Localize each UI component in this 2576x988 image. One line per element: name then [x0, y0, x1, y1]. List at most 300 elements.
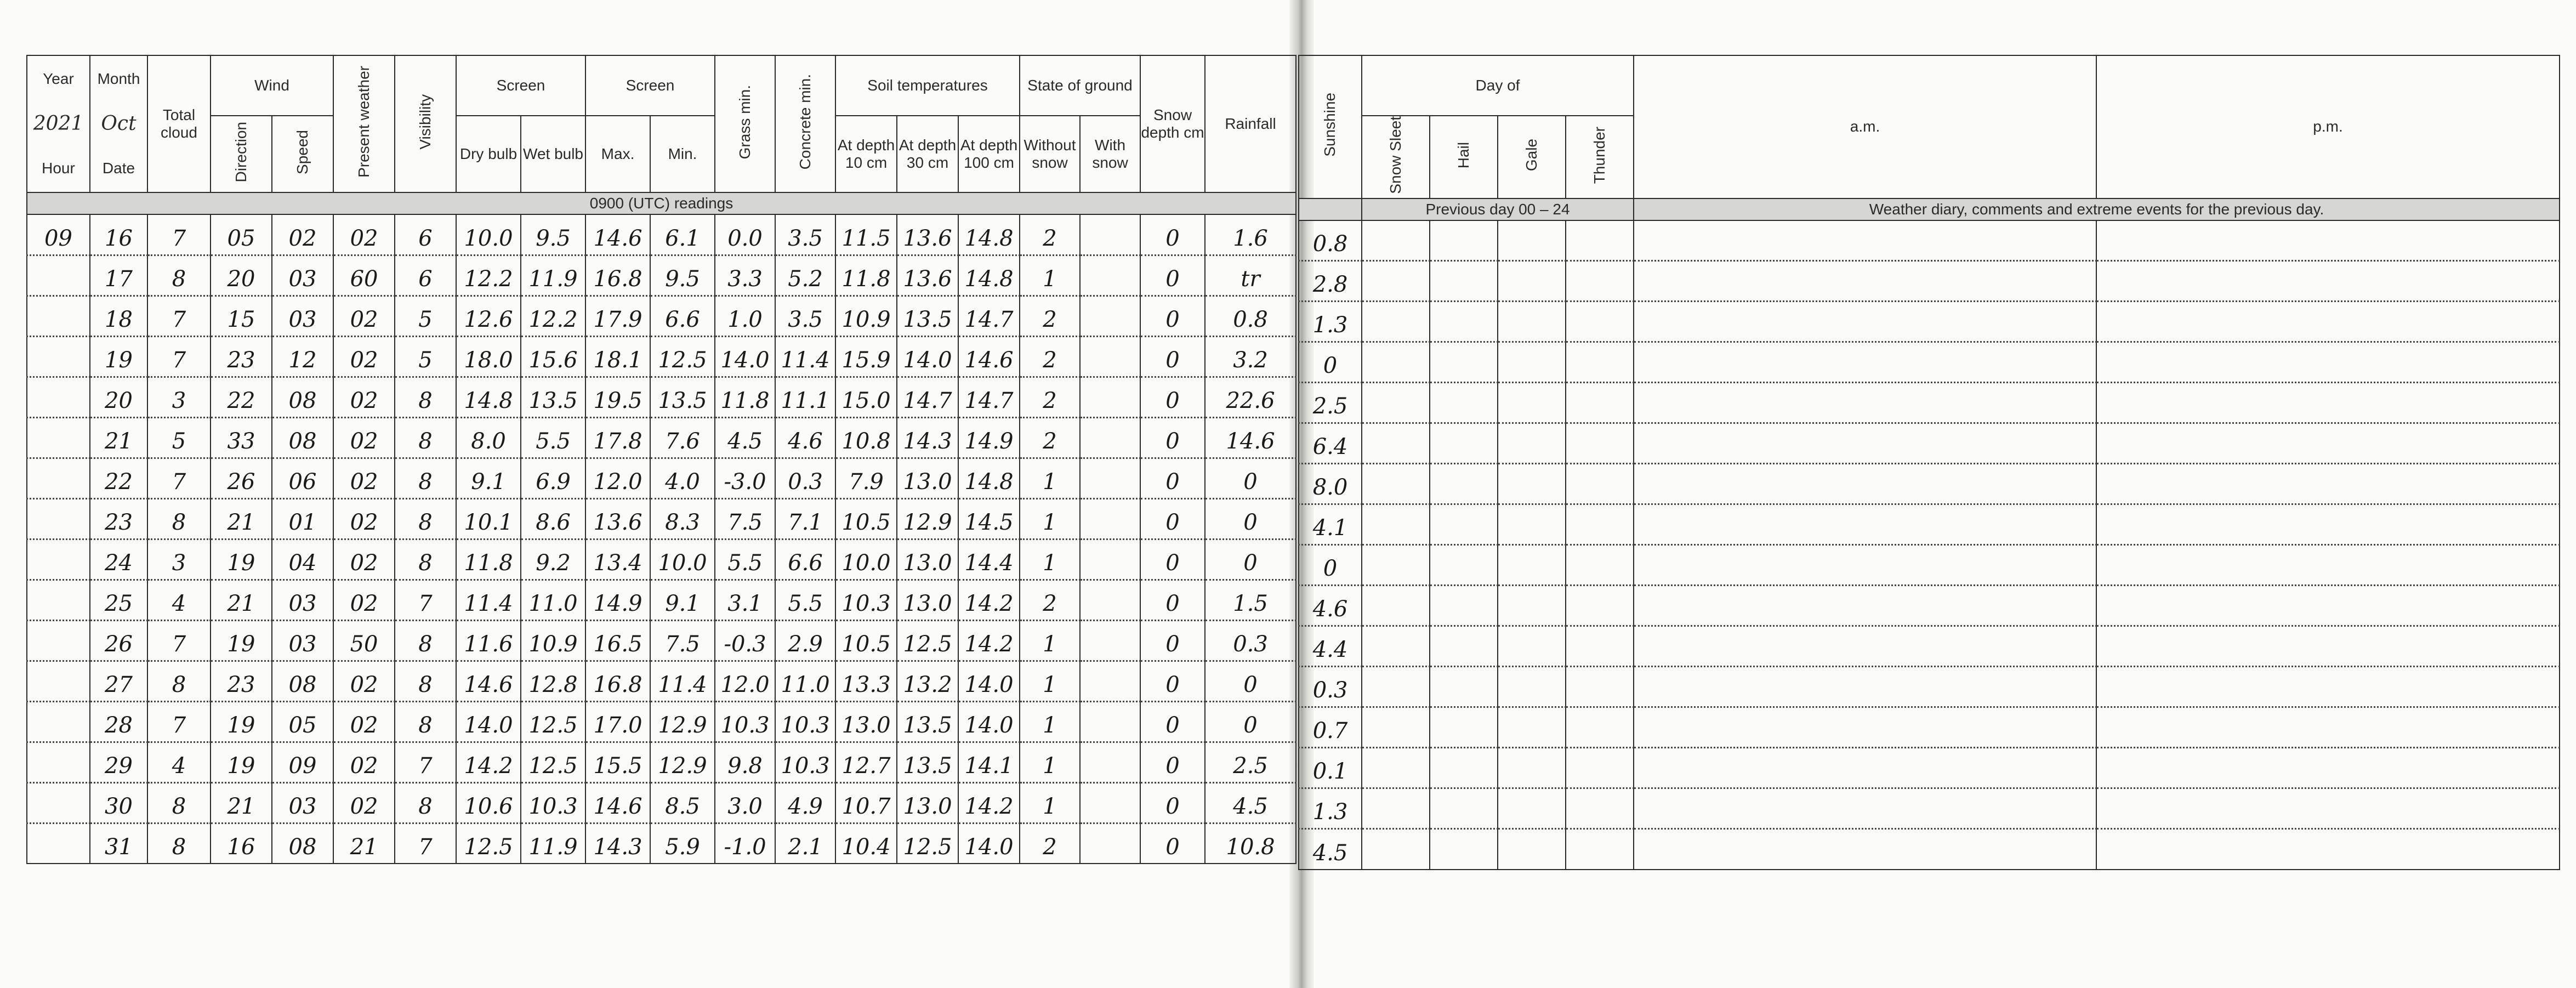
thunder-cell — [1566, 748, 1634, 788]
date-cell: 18 — [90, 296, 147, 336]
snow-sleet-cell — [1362, 829, 1430, 870]
diary-row — [1299, 342, 2560, 383]
hail-cell — [1430, 342, 1498, 383]
total-cloud-cell: 7 — [147, 214, 211, 255]
am-diary-cell — [1634, 707, 2096, 748]
wet-bulb-cell: 6.9 — [521, 458, 585, 498]
gale-cell — [1498, 423, 1566, 464]
ground-without-snow-cell: 1 — [1020, 458, 1080, 498]
rainfall-cell: 1.5 — [1205, 580, 1296, 620]
visibility-cell: 8 — [395, 458, 456, 498]
grass-min-cell: -0.3 — [715, 620, 775, 661]
am-diary-cell — [1634, 504, 2096, 545]
soil-30cm-cell: 13.2 — [897, 661, 958, 701]
diary-row — [1299, 748, 2560, 788]
max-temp-cell: 13.4 — [585, 539, 650, 580]
diary-row — [1299, 707, 2560, 748]
snow-sleet-cell — [1362, 342, 1430, 383]
soil-10cm-cell: 15.0 — [835, 377, 897, 417]
hail-cell — [1430, 383, 1498, 423]
wet-bulb-cell: 12.8 — [521, 661, 585, 701]
min-temp-cell: 7.5 — [650, 620, 715, 661]
snow-sleet-label: Snow Sleet — [1386, 116, 1404, 194]
dry-bulb-cell: 10.6 — [456, 782, 521, 823]
snow-depth-cell: 0 — [1140, 580, 1205, 620]
wind-speed-header — [272, 116, 333, 192]
thunder-cell — [1566, 261, 1634, 302]
wet-bulb-cell: 10.9 — [521, 620, 585, 661]
max-temp-cell: 17.8 — [585, 417, 650, 458]
ground-without-snow-cell: 2 — [1020, 296, 1080, 336]
grass-min-cell: 0.0 — [715, 214, 775, 255]
total-cloud-cell: 7 — [147, 458, 211, 498]
wind-speed-cell: 03 — [272, 580, 333, 620]
sunshine-label: Sunshine — [1321, 93, 1339, 157]
pm-diary-cell — [2096, 423, 2560, 464]
snow-sleet-cell — [1362, 423, 1430, 464]
grass-min-cell: 3.0 — [715, 782, 775, 823]
diary-row — [1299, 261, 2560, 302]
visibility-cell: 8 — [395, 417, 456, 458]
hail-cell — [1430, 788, 1498, 829]
grass-min-label: Grass min. — [736, 84, 753, 160]
hail-cell — [1430, 626, 1498, 667]
am-diary-cell — [1634, 302, 2096, 342]
hour-label: Hour — [42, 160, 75, 177]
wind-speed-cell: 03 — [272, 782, 333, 823]
soil-10cm-cell: 12.7 — [835, 742, 897, 782]
snow-depth-header: Snow depth cm — [1140, 55, 1205, 192]
rainfall-cell: 1.6 — [1205, 214, 1296, 255]
soil-10cm-cell: 13.0 — [835, 701, 897, 742]
wind-direction-cell: 23 — [211, 661, 272, 701]
sunshine-header — [1299, 55, 1362, 198]
visibility-cell: 8 — [395, 661, 456, 701]
thunder-cell — [1566, 504, 1634, 545]
sunshine-cell: 8.0 — [1299, 464, 1362, 504]
concrete-min-cell: 5.5 — [775, 580, 835, 620]
sunshine-cell: 0 — [1299, 342, 1362, 383]
ground-without-snow-cell: 2 — [1020, 580, 1080, 620]
snow-sleet-cell — [1362, 261, 1430, 302]
present-weather-cell: 02 — [333, 417, 395, 458]
hail-cell — [1430, 545, 1498, 586]
dry-bulb-cell: 8.0 — [456, 417, 521, 458]
sunshine-cell: 0 — [1299, 545, 1362, 586]
am-diary-cell — [1634, 667, 2096, 707]
ground-without-snow-cell: 1 — [1020, 782, 1080, 823]
rainfall-cell: 0 — [1205, 539, 1296, 580]
visibility-cell: 8 — [395, 701, 456, 742]
reading-row — [27, 620, 1296, 661]
total-cloud-cell: 3 — [147, 539, 211, 580]
total-cloud-cell: 8 — [147, 661, 211, 701]
thunder-cell — [1566, 464, 1634, 504]
date-cell: 27 — [90, 661, 147, 701]
diary-row — [1299, 788, 2560, 829]
present-weather-cell: 60 — [333, 255, 395, 296]
snow-sleet-cell — [1362, 383, 1430, 423]
min-header: Min. — [650, 116, 715, 192]
total-cloud-cell: 3 — [147, 377, 211, 417]
max-temp-cell: 17.0 — [585, 701, 650, 742]
total-cloud-cell: 8 — [147, 255, 211, 296]
sunshine-cell: 2.5 — [1299, 383, 1362, 423]
wet-bulb-cell: 5.5 — [521, 417, 585, 458]
ground-with-snow-cell — [1080, 661, 1140, 701]
wind-speed-cell: 04 — [272, 539, 333, 580]
rainfall-cell: 0.8 — [1205, 296, 1296, 336]
reading-row — [27, 417, 1296, 458]
snow-sleet-cell — [1362, 545, 1430, 586]
am-header: a.m. — [1634, 55, 2096, 198]
snow-sleet-cell — [1362, 586, 1430, 626]
sunshine-cell: 4.5 — [1299, 829, 1362, 870]
sunshine-cell: 6.4 — [1299, 423, 1362, 464]
present-weather-header — [333, 55, 395, 192]
grass-min-cell: 12.0 — [715, 661, 775, 701]
snow-depth-cell: 0 — [1140, 255, 1205, 296]
ground-with-snow-cell — [1080, 620, 1140, 661]
concrete-min-cell: 6.6 — [775, 539, 835, 580]
soil-30cm-cell: 13.0 — [897, 458, 958, 498]
year-hour-header — [27, 55, 90, 192]
snow-depth-cell: 0 — [1140, 620, 1205, 661]
pm-diary-cell — [2096, 626, 2560, 667]
previous-day-band: Previous day 00 – 24 — [1362, 198, 1634, 220]
sunshine-cell: 0.1 — [1299, 748, 1362, 788]
grass-min-cell: 9.8 — [715, 742, 775, 782]
date-cell: 25 — [90, 580, 147, 620]
am-diary-cell — [1634, 342, 2096, 383]
sunshine-cell: 4.4 — [1299, 626, 1362, 667]
max-header: Max. — [585, 116, 650, 192]
am-diary-cell — [1634, 261, 2096, 302]
visibility-cell: 8 — [395, 782, 456, 823]
ground-with-snow-cell — [1080, 377, 1140, 417]
wind-direction-cell: 26 — [211, 458, 272, 498]
soil-100cm-cell: 14.7 — [958, 296, 1020, 336]
pm-diary-cell — [2096, 545, 2560, 586]
wind-direction-cell: 19 — [211, 620, 272, 661]
concrete-min-cell: 3.5 — [775, 296, 835, 336]
sunshine-cell: 4.1 — [1299, 504, 1362, 545]
wind-speed-cell: 08 — [272, 823, 333, 864]
diary-row — [1299, 220, 2560, 261]
soil-10cm-cell: 10.7 — [835, 782, 897, 823]
wet-bulb-cell: 12.5 — [521, 701, 585, 742]
dry-bulb-cell: 11.8 — [456, 539, 521, 580]
soil-10cm-cell: 10.8 — [835, 417, 897, 458]
pm-diary-cell — [2096, 667, 2560, 707]
thunder-header — [1566, 116, 1634, 198]
rainfall-cell: 4.5 — [1205, 782, 1296, 823]
ground-with-snow-cell — [1080, 417, 1140, 458]
max-temp-cell: 14.6 — [585, 214, 650, 255]
min-temp-cell: 12.9 — [650, 742, 715, 782]
grass-min-cell: 5.5 — [715, 539, 775, 580]
min-temp-cell: 7.6 — [650, 417, 715, 458]
ground-with-snow-cell — [1080, 539, 1140, 580]
soil-30cm-cell: 13.0 — [897, 782, 958, 823]
total-cloud-cell: 4 — [147, 742, 211, 782]
snow-sleet-cell — [1362, 788, 1430, 829]
min-temp-cell: 9.5 — [650, 255, 715, 296]
rainfall-cell: 2.5 — [1205, 742, 1296, 782]
min-temp-cell: 13.5 — [650, 377, 715, 417]
with-snow-header: With snow — [1080, 116, 1140, 192]
total-cloud-cell: 8 — [147, 498, 211, 539]
date-cell: 23 — [90, 498, 147, 539]
ground-without-snow-cell: 1 — [1020, 701, 1080, 742]
sunshine-cell: 1.3 — [1299, 302, 1362, 342]
without-snow-header: Without snow — [1020, 116, 1080, 192]
soil-10cm-cell: 10.3 — [835, 580, 897, 620]
concrete-min-cell: 11.0 — [775, 661, 835, 701]
max-temp-cell: 16.5 — [585, 620, 650, 661]
soil-10cm-cell: 7.9 — [835, 458, 897, 498]
visibility-cell: 7 — [395, 580, 456, 620]
pm-diary-cell — [2096, 464, 2560, 504]
hour-cell — [27, 661, 90, 701]
snow-sleet-cell — [1362, 667, 1430, 707]
wind-speed-cell: 08 — [272, 377, 333, 417]
snow-depth-cell: 0 — [1140, 296, 1205, 336]
total-cloud-cell: 5 — [147, 417, 211, 458]
dry-bulb-cell: 9.1 — [456, 458, 521, 498]
grass-min-header — [715, 55, 775, 192]
hail-cell — [1430, 586, 1498, 626]
reading-row — [27, 336, 1296, 377]
present-weather-cell: 02 — [333, 458, 395, 498]
soil-100cm-cell: 14.5 — [958, 498, 1020, 539]
gale-cell — [1498, 383, 1566, 423]
pm-diary-cell — [2096, 261, 2560, 302]
snow-depth-cell: 0 — [1140, 417, 1205, 458]
gale-cell — [1498, 342, 1566, 383]
diary-row — [1299, 423, 2560, 464]
wind-direction-cell: 21 — [211, 782, 272, 823]
rainfall-cell: 0 — [1205, 701, 1296, 742]
grass-min-cell: 3.1 — [715, 580, 775, 620]
rainfall-cell: 0 — [1205, 498, 1296, 539]
thunder-cell — [1566, 545, 1634, 586]
wind-direction-cell: 19 — [211, 539, 272, 580]
wind-speed-cell: 06 — [272, 458, 333, 498]
wet-bulb-cell: 13.5 — [521, 377, 585, 417]
wind-speed-cell: 09 — [272, 742, 333, 782]
am-diary-cell — [1634, 829, 2096, 870]
reading-row — [27, 539, 1296, 580]
wind-speed-cell: 03 — [272, 620, 333, 661]
reading-row — [27, 661, 1296, 701]
snow-depth-cell: 0 — [1140, 701, 1205, 742]
total-cloud-cell: 8 — [147, 782, 211, 823]
ground-with-snow-cell — [1080, 458, 1140, 498]
hail-cell — [1430, 423, 1498, 464]
gale-cell — [1498, 626, 1566, 667]
total-cloud-header: Total cloud — [147, 55, 211, 192]
gale-cell — [1498, 707, 1566, 748]
dry-bulb-header: Dry bulb — [456, 116, 521, 192]
max-temp-cell: 16.8 — [585, 661, 650, 701]
hail-header — [1430, 116, 1498, 198]
present-weather-cell: 02 — [333, 701, 395, 742]
soil-100cm-cell: 14.0 — [958, 701, 1020, 742]
snow-depth-cell: 0 — [1140, 823, 1205, 864]
soil-10cm-cell: 15.9 — [835, 336, 897, 377]
rainfall-cell: 0 — [1205, 661, 1296, 701]
wind-direction-cell: 05 — [211, 214, 272, 255]
min-temp-cell: 12.5 — [650, 336, 715, 377]
thunder-cell — [1566, 707, 1634, 748]
diary-row — [1299, 504, 2560, 545]
thunder-cell — [1566, 342, 1634, 383]
concrete-min-cell: 3.5 — [775, 214, 835, 255]
max-temp-cell: 14.6 — [585, 782, 650, 823]
soil-10cm-cell: 13.3 — [835, 661, 897, 701]
sunshine-cell: 4.6 — [1299, 586, 1362, 626]
am-diary-cell — [1634, 464, 2096, 504]
visibility-cell: 5 — [395, 336, 456, 377]
concrete-min-cell: 5.2 — [775, 255, 835, 296]
present-weather-cell: 02 — [333, 214, 395, 255]
sunshine-cell: 0.3 — [1299, 667, 1362, 707]
visibility-cell: 6 — [395, 255, 456, 296]
max-temp-cell: 16.8 — [585, 255, 650, 296]
soil-10cm-cell: 10.0 — [835, 539, 897, 580]
thunder-cell — [1566, 586, 1634, 626]
dry-bulb-cell: 12.6 — [456, 296, 521, 336]
total-cloud-cell: 7 — [147, 296, 211, 336]
pm-header: p.m. — [2096, 55, 2560, 198]
date-cell: 22 — [90, 458, 147, 498]
concrete-min-cell: 11.4 — [775, 336, 835, 377]
date-cell: 28 — [90, 701, 147, 742]
readings-table — [26, 55, 1296, 864]
ground-without-snow-cell: 1 — [1020, 661, 1080, 701]
date-label: Date — [102, 160, 135, 177]
visibility-cell: 8 — [395, 620, 456, 661]
gale-cell — [1498, 220, 1566, 261]
soil-temperatures-header: Soil temperatures — [835, 55, 1020, 116]
am-diary-cell — [1634, 748, 2096, 788]
rainfall-cell: 22.6 — [1205, 377, 1296, 417]
wind-speed-cell: 03 — [272, 296, 333, 336]
min-temp-cell: 9.1 — [650, 580, 715, 620]
diary-band: Weather diary, comments and extreme events for the previous day. — [1634, 198, 2560, 220]
am-diary-cell — [1634, 423, 2096, 464]
wet-bulb-cell: 11.0 — [521, 580, 585, 620]
date-cell: 29 — [90, 742, 147, 782]
thunder-cell — [1566, 302, 1634, 342]
am-diary-cell — [1634, 545, 2096, 586]
wind-direction-cell: 19 — [211, 742, 272, 782]
soil-30cm-cell: 13.5 — [897, 742, 958, 782]
soil-100cm-cell: 14.4 — [958, 539, 1020, 580]
concrete-min-cell: 2.9 — [775, 620, 835, 661]
depth-10-header: At depth 10 cm — [835, 116, 897, 192]
total-cloud-cell: 7 — [147, 701, 211, 742]
hour-cell — [27, 336, 90, 377]
pm-diary-cell — [2096, 302, 2560, 342]
ground-without-snow-cell: 2 — [1020, 336, 1080, 377]
ground-with-snow-cell — [1080, 701, 1140, 742]
ground-without-snow-cell: 2 — [1020, 417, 1080, 458]
snow-sleet-cell — [1362, 504, 1430, 545]
soil-10cm-cell: 11.5 — [835, 214, 897, 255]
pm-diary-cell — [2096, 342, 2560, 383]
grass-min-cell: 7.5 — [715, 498, 775, 539]
hour-cell — [27, 742, 90, 782]
wind-speed-cell: 03 — [272, 255, 333, 296]
diary-row — [1299, 464, 2560, 504]
max-temp-cell: 19.5 — [585, 377, 650, 417]
visibility-cell: 6 — [395, 214, 456, 255]
min-temp-cell: 8.3 — [650, 498, 715, 539]
wind-header: Wind — [211, 55, 333, 116]
soil-100cm-cell: 14.7 — [958, 377, 1020, 417]
ground-with-snow-cell — [1080, 782, 1140, 823]
grass-min-cell: 4.5 — [715, 417, 775, 458]
thunder-cell — [1566, 788, 1634, 829]
date-cell: 21 — [90, 417, 147, 458]
pm-diary-cell — [2096, 586, 2560, 626]
diary-table — [1298, 55, 2560, 870]
soil-100cm-cell: 14.6 — [958, 336, 1020, 377]
gale-cell — [1498, 586, 1566, 626]
reading-row — [27, 214, 1296, 255]
reading-row — [27, 580, 1296, 620]
min-temp-cell: 4.0 — [650, 458, 715, 498]
reading-row — [27, 742, 1296, 782]
ground-without-snow-cell: 2 — [1020, 823, 1080, 864]
rainfall-cell: tr — [1205, 255, 1296, 296]
pm-diary-cell — [2096, 788, 2560, 829]
reading-row — [27, 701, 1296, 742]
dry-bulb-cell: 14.2 — [456, 742, 521, 782]
hour-cell — [27, 377, 90, 417]
dry-bulb-cell: 10.0 — [456, 214, 521, 255]
max-temp-cell: 17.9 — [585, 296, 650, 336]
diary-row — [1299, 626, 2560, 667]
ground-with-snow-cell — [1080, 296, 1140, 336]
gale-cell — [1498, 545, 1566, 586]
hour-cell — [27, 296, 90, 336]
hour-cell: 09 — [27, 214, 90, 255]
soil-30cm-cell: 13.6 — [897, 255, 958, 296]
reading-row — [27, 296, 1296, 336]
wind-speed-cell: 02 — [272, 214, 333, 255]
grass-min-cell: 3.3 — [715, 255, 775, 296]
concrete-min-cell: 4.9 — [775, 782, 835, 823]
pm-diary-cell — [2096, 748, 2560, 788]
gale-cell — [1498, 302, 1566, 342]
ground-without-snow-cell: 1 — [1020, 498, 1080, 539]
hail-cell — [1430, 504, 1498, 545]
grass-min-cell: -1.0 — [715, 823, 775, 864]
soil-100cm-cell: 14.8 — [958, 255, 1020, 296]
thunder-cell — [1566, 383, 1634, 423]
soil-10cm-cell: 10.4 — [835, 823, 897, 864]
snow-sleet-cell — [1362, 748, 1430, 788]
max-temp-cell: 14.9 — [585, 580, 650, 620]
present-weather-cell: 02 — [333, 661, 395, 701]
min-temp-cell: 5.9 — [650, 823, 715, 864]
dry-bulb-cell: 11.6 — [456, 620, 521, 661]
readings-band: 0900 (UTC) readings — [27, 192, 1296, 214]
screen-header-1: Screen — [456, 55, 585, 116]
